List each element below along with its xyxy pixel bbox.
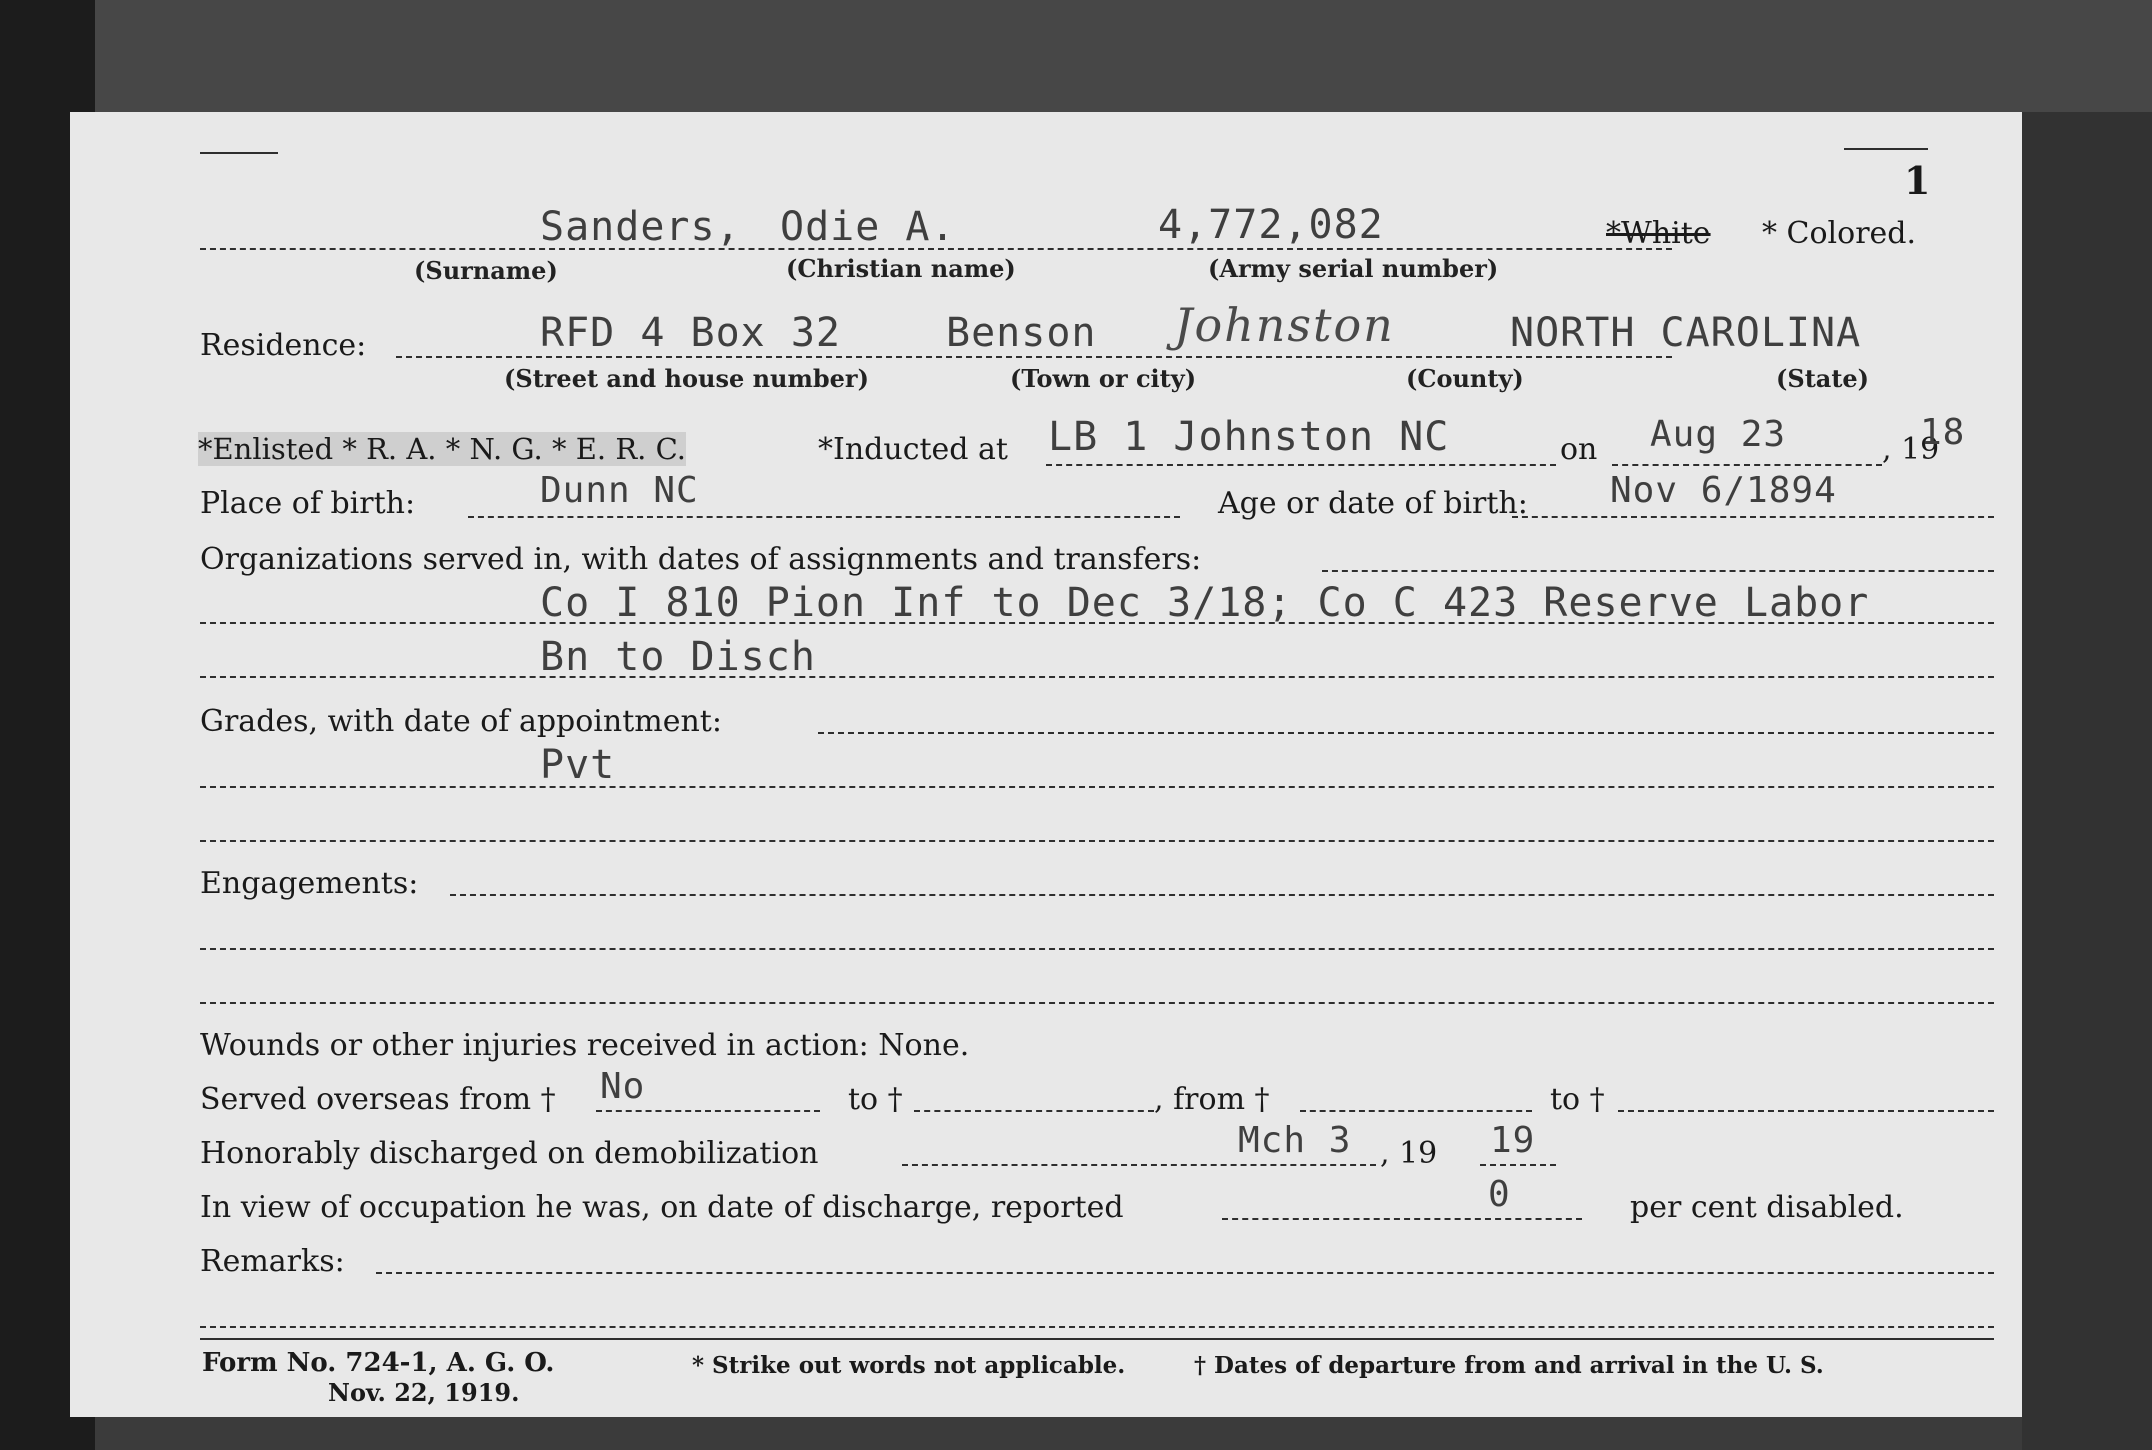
serial-number-caption: (Army serial number) [1208,254,1499,283]
organizations-label: Organizations served in, with dates of assignments and transfers: [200,542,1202,577]
inducted-at-label: *Inducted at [818,432,1008,467]
remarks-line2 [200,1326,1994,1328]
inducted-year-prefix: , 19 [1882,432,1940,467]
disability-value: 0 [1488,1174,1511,1215]
top-left-rule [200,152,278,154]
scan-border-right [2022,112,2152,1450]
age-line [1512,516,1994,518]
christian-name-caption: (Christian name) [786,254,1016,283]
discharge-date-line [902,1164,1376,1166]
street-caption: (Street and house number) [504,364,869,393]
surname-caption: (Surname) [414,256,558,285]
remarks-line1 [376,1272,1994,1274]
engagements-line1 [200,948,1994,950]
place-of-birth-value: Dunn NC [540,470,699,511]
state-value: NORTH CAROLINA [1510,310,1862,356]
county-caption: (County) [1406,364,1524,393]
town-caption: (Town or city) [1010,364,1197,393]
residence-label: Residence: [200,328,367,363]
page-number: 1 [1904,158,1931,203]
overseas-from-line [596,1110,820,1112]
engagements-label: Engagements: [200,866,419,901]
organizations-line2-value: Bn to Disch [540,634,816,680]
grades-label: Grades, with date of appointment: [200,704,722,739]
service-record-card [70,112,2022,1417]
grades-line1 [200,786,1994,788]
engagements-label-line [450,894,1994,896]
name-row-line [200,248,1672,250]
enlisted-options: *Enlisted * R. A. * N. G. * E. R. C. [198,432,686,466]
remarks-label: Remarks: [200,1244,345,1279]
inducted-on-label: on [1560,432,1598,467]
served-overseas-label: Served overseas from † [200,1082,556,1117]
overseas-to-line [914,1110,1154,1112]
served-overseas-from-value: No [600,1066,646,1107]
discharge-year-prefix: , 19 [1380,1136,1438,1171]
race-white-option: *White [1606,216,1711,251]
overseas-to2-label: to † [1550,1082,1605,1117]
overseas-to-label: to † [848,1082,903,1117]
discharge-label: Honorably discharged on demobilization [200,1136,819,1171]
overseas-from2-line [1300,1110,1532,1112]
wounds-text: Wounds or other injuries received in action: None. [200,1028,970,1063]
dates-note: † Dates of departure from and arrival in the U. S. [1194,1352,1824,1379]
residence-line [396,356,1672,358]
inducted-date-line [1612,464,1882,466]
organizations-label-line [1322,570,1994,572]
overseas-to2-line [1618,1110,1994,1112]
disability-suffix: per cent disabled. [1630,1190,1904,1225]
organizations-line1-value: Co I 810 Pion Inf to Dec 3/18; Co C 423 Reserve Labor [540,580,1870,626]
surname-value: Sanders, [540,204,741,250]
overseas-from2-label: , from † [1154,1082,1270,1117]
age-value: Nov 6/1894 [1610,470,1837,511]
inducted-date-value: Aug 23 [1650,414,1787,455]
inducted-at-line [1046,464,1556,466]
form-number: Form No. 724-1, A. G. O. [202,1348,555,1378]
scan-border-top [95,0,2152,112]
county-value: Johnston [1174,298,1395,352]
disability-line [1222,1218,1582,1220]
organizations-line2 [200,676,1994,678]
form-date: Nov. 22, 1919. [328,1378,520,1407]
grades-line2 [200,840,1994,842]
christian-name-value: Odie A. [780,204,956,250]
strike-out-note: * Strike out words not applicable. [692,1352,1126,1379]
grades-value: Pvt [540,742,616,788]
discharge-year-value: 19 [1490,1120,1536,1161]
inducted-year-value: 18 [1920,412,1966,453]
street-value: RFD 4 Box 32 [540,310,841,356]
race-colored-option: * Colored. [1762,216,1917,251]
footer-rule [200,1338,1994,1340]
town-value: Benson [946,310,1097,356]
top-right-rule [1844,148,1928,150]
organizations-line1 [200,622,1994,624]
state-caption: (State) [1776,364,1870,393]
discharge-year-line [1480,1164,1556,1166]
engagements-line2 [200,1002,1994,1004]
disability-label: In view of occupation he was, on date of discharge, reported [200,1190,1124,1225]
inducted-at-value: LB 1 Johnston NC [1048,414,1450,460]
grades-label-line [818,732,1994,734]
place-of-birth-line [468,516,1180,518]
discharge-date-value: Mch 3 [1238,1120,1352,1161]
age-label: Age or date of birth: [1218,486,1528,521]
serial-number-value: 4,772,082 [1158,202,1384,248]
place-of-birth-label: Place of birth: [200,486,416,521]
